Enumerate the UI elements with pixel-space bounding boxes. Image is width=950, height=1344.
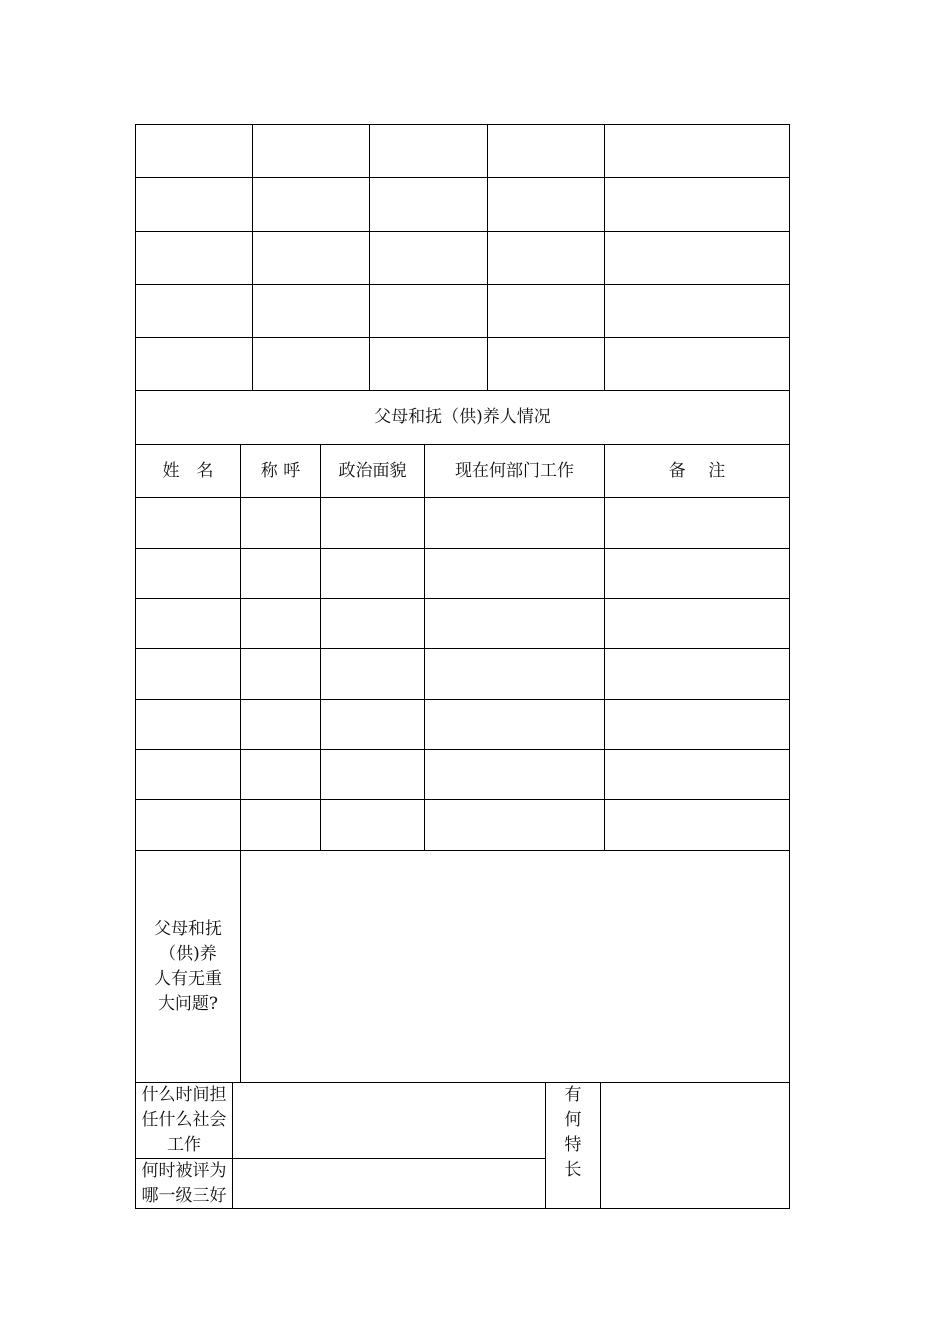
major-problem-label-line: 人有无重 xyxy=(154,968,222,989)
social-work-label xyxy=(136,1083,232,1158)
top-row-1[interactable] xyxy=(136,125,789,177)
specialty-label-char: 特 xyxy=(564,1135,582,1155)
honor-label-line: 何时被评为 xyxy=(141,1160,227,1181)
parent-row-3[interactable] xyxy=(136,599,789,648)
parent-row-6[interactable] xyxy=(136,750,789,799)
parent-row-5[interactable] xyxy=(136,700,789,749)
honor-field[interactable] xyxy=(233,1159,545,1208)
parent-row-7[interactable] xyxy=(136,800,789,850)
honor-label-line: 哪一级三好 xyxy=(141,1185,227,1206)
social-work-label-line: 任什么社会 xyxy=(141,1110,227,1130)
top-row-4[interactable] xyxy=(136,285,789,337)
major-problem-label-line: （供)养 xyxy=(159,943,217,964)
top-row-2[interactable] xyxy=(136,178,789,231)
header-relation: 称 呼 xyxy=(260,460,301,481)
top-row-3[interactable] xyxy=(136,232,789,284)
specialty-field[interactable] xyxy=(601,1083,789,1208)
header-workplace: 现在何部门工作 xyxy=(455,460,574,481)
social-work-label-line: 什么时间担 xyxy=(141,1085,227,1105)
honor-label xyxy=(136,1159,232,1208)
section-title: 父母和抚（供)养人情况 xyxy=(374,407,551,427)
header-name: 姓 名 xyxy=(162,460,214,481)
major-problem-field[interactable] xyxy=(241,851,789,1082)
major-problem-label-line: 大问题? xyxy=(157,993,219,1014)
parent-row-4[interactable] xyxy=(136,649,789,699)
social-work-label-line: 工作 xyxy=(167,1135,201,1155)
header-note: 备 注 xyxy=(668,460,726,481)
specialty-label xyxy=(546,1083,600,1183)
parent-row-1[interactable] xyxy=(136,498,789,548)
parent-row-2[interactable] xyxy=(136,549,789,598)
specialty-label-char: 有 xyxy=(564,1085,582,1105)
header-political-status: 政治面貌 xyxy=(338,460,407,481)
specialty-label-char: 长 xyxy=(564,1160,582,1180)
major-problem-label xyxy=(136,851,240,1082)
social-work-field[interactable] xyxy=(233,1083,545,1158)
specialty-label-char: 何 xyxy=(564,1110,582,1130)
top-row-5[interactable] xyxy=(136,338,789,390)
major-problem-label-line: 父母和抚 xyxy=(154,918,222,939)
